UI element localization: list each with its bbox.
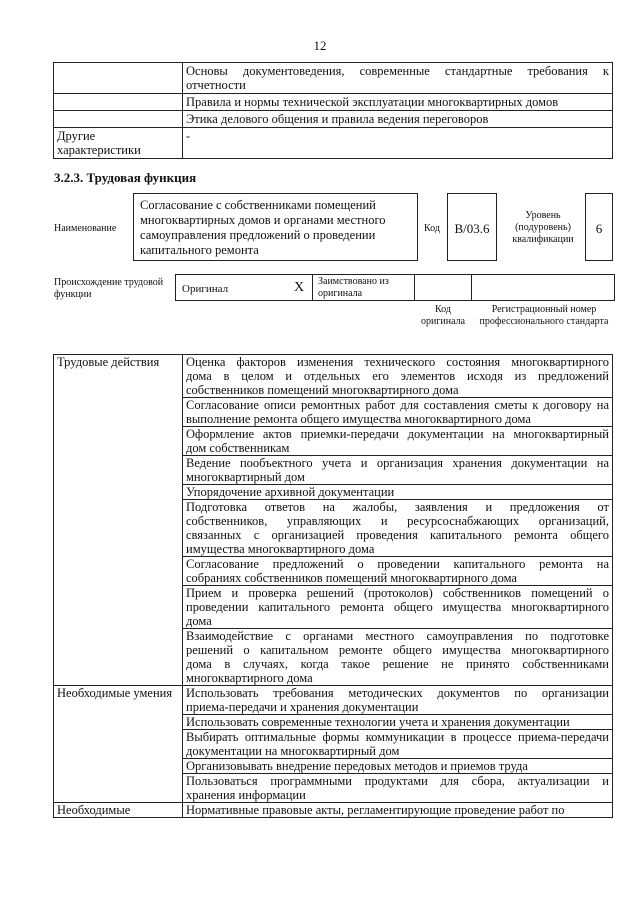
row-label [54,94,183,111]
table-row [54,355,613,398]
function-name-line: капитального ремонта [140,243,259,257]
function-name-box [133,193,418,261]
list-item [183,774,613,803]
row-label: Другие характеристики [54,128,183,159]
name-label: Наименование [54,223,117,234]
list-item [183,730,613,759]
text-line: дома в случаях, когда такое решение не принято собственниками [186,657,609,671]
text-line: отчетности [186,78,246,92]
text-line: Прием и проверка решений (протоколов) собственников помещений о [186,586,609,600]
row-content [183,94,613,111]
text-line: проведении капитального ремонта общего имущества многоквартирного [186,600,609,614]
text-line: Оценка факторов изменения технического состояния многоквартирного [186,355,609,369]
list-item [183,500,613,557]
original-mark: X [294,280,305,295]
text-line: документации на многоквартирный дом [186,744,400,758]
text-line: многоквартирного дома [186,671,313,685]
section-label: Необходимые [54,803,183,818]
row-label [54,63,183,94]
table-row [54,686,613,715]
list-item [183,715,613,730]
code-value-box [447,193,497,261]
row-content [183,128,613,159]
text-line: собственников помещений многоквартирного дома [186,383,459,397]
text-line: Ведение пообъектного учета и организация хранения документации на [186,456,609,470]
text-line: Основы документоведения, современные стандартные требования к [186,64,609,78]
text-line: Подготовка ответов на жалобы, заявления и предложения от [186,500,609,514]
text-line: Нормативные правовые акты, регламентирующие проведение работ по [186,803,565,817]
code-label: Код [424,223,440,234]
table-row [54,63,613,94]
section-label: Трудовые действия [54,355,183,686]
text-line: Взаимодействие с органами местного самоуправления по подготовке [186,629,609,643]
code-value: B/03.6 [454,221,490,236]
text-line: дом собственникам [186,441,290,455]
code-caption: Код оригинала [420,304,466,327]
requirements-table-continued [53,62,613,159]
list-item [183,398,613,427]
page-number: 12 [313,38,327,53]
table-row [54,94,613,111]
table-row [54,128,613,159]
section-heading: 3.2.3. Трудовая функция [54,170,197,185]
origin-label: Происхождение трудовой функции [54,277,164,300]
text-line: Пользоваться программными продуктами для сбора, актуализации и [186,774,609,788]
text-line: Организовывать внедрение передовых методов и приемов труда [186,759,528,773]
text-line: Согласование предложений о проведении капитального ремонта на [186,557,609,571]
list-item [183,456,613,485]
row-content [183,63,613,94]
text-line: хранения информации [186,788,306,802]
function-name-line: многоквартирных домов и органами местного [140,213,386,227]
text-line: собраниях собственников помещений многоквартирного дома [186,571,517,585]
list-item [183,586,613,629]
text-line: Правила и нормы технической эксплуатации многоквартирных домов [186,95,559,109]
borrowed-label: Заимствовано из оригинала [318,276,389,299]
text-line: Использовать современные технологии учета и хранения документации [186,715,570,729]
level-value: 6 [595,221,603,236]
list-item [183,557,613,586]
text-line: выполнение ремонта общего имущества многоквартирного дома [186,412,531,426]
list-item [183,629,613,686]
table-row [54,803,613,818]
list-item [183,427,613,456]
list-item [183,355,613,398]
text-line: Использовать требования методических документов по организации [186,686,609,700]
function-name [140,198,411,258]
level-label: Уровень (подуровень) квалификации [512,210,574,245]
text-line: Согласование описи ремонтных работ для составления сметы к договору на [186,398,609,412]
labor-function-table [53,354,613,818]
function-name-line: Согласование с собственниками помещений [140,198,376,212]
section-label: Необходимые умения [54,686,183,803]
list-item [183,485,613,500]
function-name-line: самоуправления предложений о проведении [140,228,376,242]
original-label: Оригинал [182,283,229,295]
level-value-box [585,193,613,261]
reg-caption: Регистрационный номер профессионального стандарта [479,304,609,327]
row-label [54,111,183,128]
text-line: Оформление актов приемки-передачи документации на многоквартирный [186,427,609,441]
text-line: - [186,129,191,143]
row-content [183,111,613,128]
text-line: связанных с организацией проведения капитального ремонта общего [186,528,609,542]
text-line: Выбирать оптимальные формы коммуникации в процессе приема-передачи [186,730,609,744]
text-line: дома в целом и отдельных его элементов исходя из предложений [186,369,609,383]
text-line: многоквартирный дом [186,470,305,484]
text-line: дома [186,614,212,628]
list-item [183,759,613,774]
text-line: Этика делового общения и правила ведения переговоров [186,112,489,126]
list-item [183,803,613,818]
text-line: собственников, управляющих и ресурсоснабжающих организаций, [186,514,609,528]
table-row [54,111,613,128]
text-line: приема-передачи и хранения документации [186,700,419,714]
text-line: имущества многоквартирного дома [186,542,375,556]
text-line: Упорядочение архивной документации [186,485,395,499]
text-line: решений о капитальном ремонте общего имущества многоквартирного [186,643,609,657]
list-item [183,686,613,715]
